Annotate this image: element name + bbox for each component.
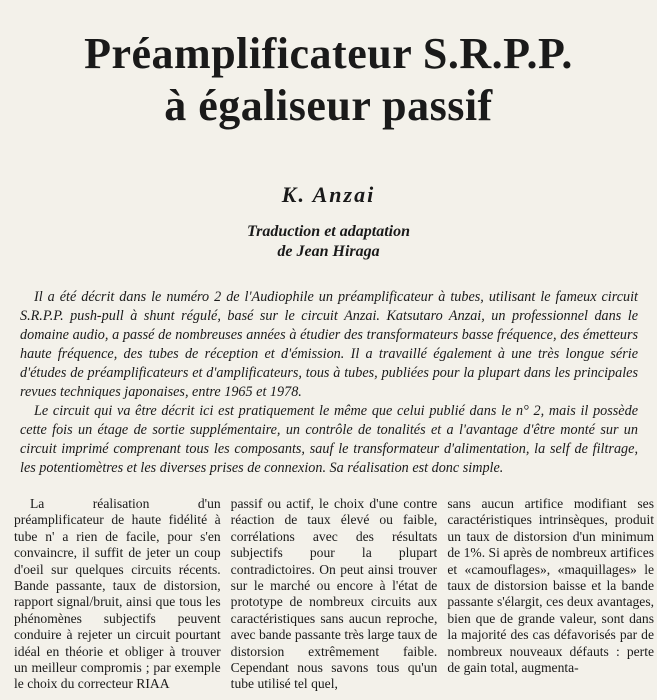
abstract-paragraph-1: Il a été décrit dans le numéro 2 de l'Audiophile un préamplificateur à tubes, utilisant le fameux circuit S.R.P.P. push-pull à shunt régulé, basé sur le circuit Anzai. Katsutaro Anzai, un professionnel dans le domaine audio, a passé de nombreuses années à étudier des transformateurs basse fréquence, des émetteurs haute fréquence, des tubes de réception et d'émission. Il a travaillé également à une très longue série d'études de préamplificateurs et d'amplificateurs, tous à tubes, publiées pour la plupart dans les principales revues techniques japonaises, entre 1965 et 1978.	[20, 289, 638, 400]
title-line-2: à égaliseur passif	[164, 81, 493, 130]
body-columns	[14, 496, 654, 700]
body-column-1: La réalisation d'un préamplificateur de haute fidélité à tube n' a rien de facile, pour s'en convaincre, il suffit de jeter un coup d'oeil sur quelques circuits récents. Bande passante, taux de distorsion, rapport signal/bruit, ainsi que tous les phénomènes subjectifs peuvent conduire à rejeter un circuit pourtant idéal en théorie et obliger à trouver un meilleur compromis ; par exemple le choix du correcteur RIAA	[14, 496, 221, 692]
translation-credit	[0, 222, 657, 262]
author-name: K. Anzai	[281, 182, 376, 207]
body-column-3: sans aucun artifice modifiant ses caractéristiques intrinsèques, produit un taux de distorsion d'un minimum de 1%. Si après de nombreux artifices et «camouflages», «maquillages» le taux de distorsion baisse et la bande passante s'élargit, ces deux avantages, bien que de grande valeur, sont dans la majorité des cas défavorisés par de nombreux nouveaux défauts : perte de gain total, augmenta-	[447, 496, 654, 676]
article-title	[0, 28, 657, 132]
title-line-1: Préamplificateur S.R.P.P.	[84, 29, 573, 78]
abstract-paragraph-2: Le circuit qui va être décrit ici est pratiquement le même que celui publié dans le n° 2, mais il possède cette fois un étage de sortie supplémentaire, un contrôle de tonalités et a l'avantage d'être monté sur un circuit imprimé comprenant tous les composants, sauf le transformateur d'alimentation, la self de filtrage, les potentiomètres et les diverses prises de connexion. Sa réalisation est donc simple.	[20, 403, 638, 476]
body-column-2: passif ou actif, le choix d'une contre réaction de taux élevé ou faible, corrélations avec des résultats subjectifs pour la plupart contradictoires. On peut ainsi trouver sur le marché ou encore à l'état de prototype de nombreux circuits aux caractéristiques sans aucun reproche, avec bande passante très large taux de distorsion extrêmement faible. Cependant nous savons tous qu'un tube utilisé tel quel,	[230, 496, 438, 692]
translation-line-2: de Jean Hiraga	[277, 243, 380, 260]
article-abstract	[20, 288, 638, 478]
translation-line-1: Traduction et adaptation	[247, 223, 410, 240]
